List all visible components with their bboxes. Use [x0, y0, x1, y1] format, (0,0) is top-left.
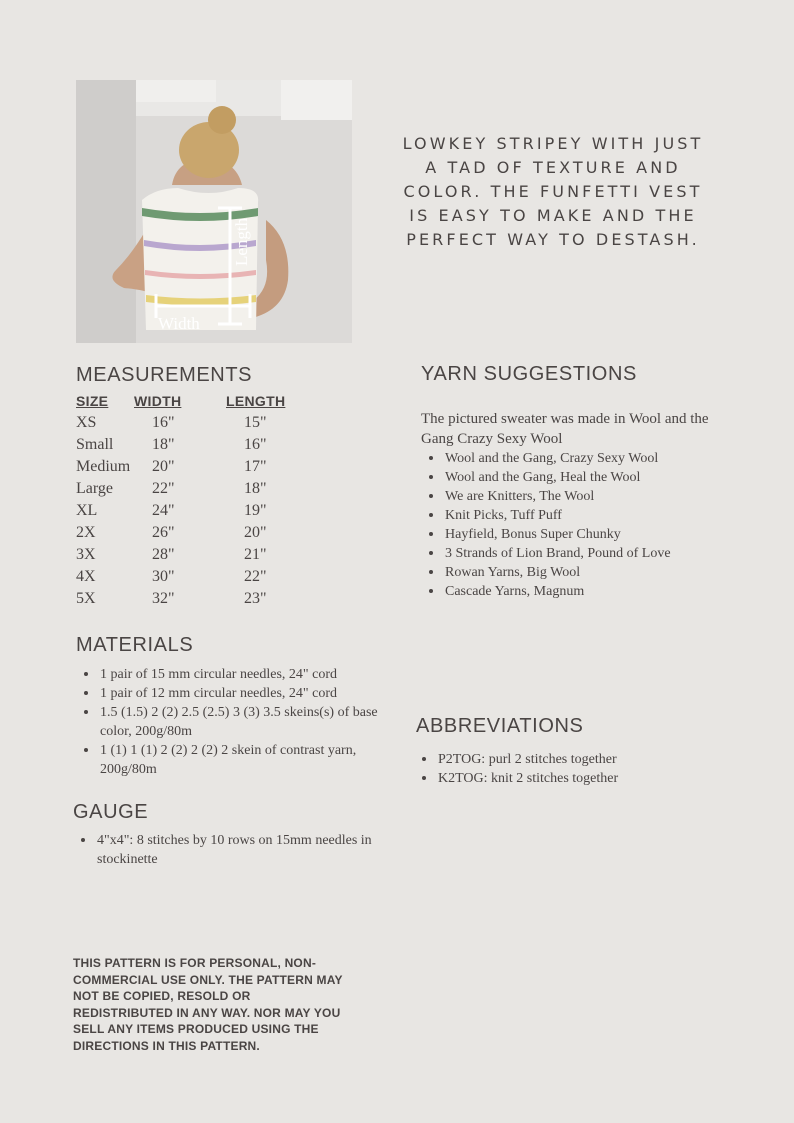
table-row — [76, 478, 285, 500]
length-cell: 15" — [244, 414, 267, 431]
width-dimension-label: Width — [158, 314, 200, 333]
width-cell: 22" — [152, 480, 175, 497]
measurements-heading: MEASUREMENTS — [76, 364, 253, 386]
abbreviations-list — [414, 750, 744, 788]
length-dimension-label: Length — [232, 217, 251, 266]
width-cell: 32" — [152, 590, 175, 607]
tagline: LOWKEY STRIPEY WITH JUST A TAD OF TEXTURE AND COLOR. THE FUNFETTI VEST IS EASY TO MAKE AND THE PERFECT WAY TO DESTASH. — [402, 134, 704, 249]
materials-heading: MATERIALS — [76, 634, 194, 656]
column-header-size: SIZE — [76, 393, 109, 409]
abbreviations-heading: ABBREVIATIONS — [416, 715, 584, 737]
list-item: Wool and the Gang, Heal the Wool — [421, 468, 751, 487]
table-row — [76, 412, 285, 434]
materials-list — [76, 665, 396, 779]
gauge-heading: GAUGE — [73, 801, 149, 823]
length-cell: 19" — [244, 502, 267, 519]
width-cell: 24" — [152, 502, 175, 519]
size-cell: 2X — [76, 524, 96, 541]
size-cell: Medium — [76, 458, 131, 475]
measurements-rows — [76, 412, 285, 610]
length-cell: 17" — [244, 458, 267, 475]
list-item: 3 Strands of Lion Brand, Pound of Love — [421, 544, 751, 563]
length-cell: 18" — [244, 480, 267, 497]
table-row — [76, 522, 285, 544]
yarn-suggestions-heading: YARN SUGGESTIONS — [421, 363, 637, 385]
list-item: K2TOG: knit 2 stitches together — [414, 769, 744, 788]
size-cell: Small — [76, 436, 114, 453]
size-cell: XS — [76, 414, 97, 431]
vest-illustration — [76, 80, 352, 343]
list-item: 1 pair of 12 mm circular needles, 24" cord — [76, 684, 396, 703]
length-cell: 21" — [244, 546, 267, 563]
length-cell: 23" — [244, 590, 267, 607]
yarn-list — [421, 449, 751, 601]
yarn-intro-text: The pictured sweater was made in Wool and the Gang Crazy Sexy Wool — [421, 411, 709, 447]
list-item: P2TOG: purl 2 stitches together — [414, 750, 744, 769]
list-item: Cascade Yarns, Magnum — [421, 582, 751, 601]
table-header-row — [76, 390, 285, 412]
table-row — [76, 456, 285, 478]
width-cell: 30" — [152, 568, 175, 585]
column-header-length: LENGTH — [226, 393, 286, 409]
size-cell: 5X — [76, 590, 96, 607]
size-cell: Large — [76, 480, 114, 497]
list-item: Rowan Yarns, Big Wool — [421, 563, 751, 582]
list-item: 1 (1) 1 (1) 2 (2) 2 (2) 2 skein of contrast yarn, 200g/80m — [76, 741, 396, 779]
column-header-width: WIDTH — [134, 393, 182, 409]
table-row — [76, 566, 285, 588]
list-item: 1.5 (1.5) 2 (2) 2.5 (2.5) 3 (3) 3.5 skeins(s) of base color, 200g/80m — [76, 703, 396, 741]
size-cell: XL — [76, 502, 98, 519]
width-cell: 26" — [152, 524, 175, 541]
list-item: Wool and the Gang, Crazy Sexy Wool — [421, 449, 751, 468]
list-item: Knit Picks, Tuff Puff — [421, 506, 751, 525]
list-item: Hayfield, Bonus Super Chunky — [421, 525, 751, 544]
table-row — [76, 588, 285, 610]
size-cell: 3X — [76, 546, 96, 563]
width-cell: 28" — [152, 546, 175, 563]
list-item: We are Knitters, The Wool — [421, 487, 751, 506]
length-cell: 20" — [244, 524, 267, 541]
width-cell: 18" — [152, 436, 175, 453]
length-cell: 16" — [244, 436, 267, 453]
measurements-table — [76, 390, 285, 610]
width-cell: 16" — [152, 414, 175, 431]
gauge-list — [73, 831, 383, 869]
table-row — [76, 434, 285, 456]
length-cell: 22" — [244, 568, 267, 585]
list-item: 4"x4": 8 stitches by 10 rows on 15mm needles in stockinette — [73, 831, 383, 869]
table-row — [76, 500, 285, 522]
size-cell: 4X — [76, 568, 96, 585]
width-cell: 20" — [152, 458, 175, 475]
table-row — [76, 544, 285, 566]
usage-disclaimer: THIS PATTERN IS FOR PERSONAL, NON-COMMERCIAL USE ONLY. THE PATTERN MAY NOT BE COPIED, RESOLD OR REDISTRIBUTED IN ANY WAY. NOR MAY YOU SELL ANY ITEMS PRODUCED USING THE DIRECTIONS IN THIS PATTERN. — [73, 956, 343, 1053]
list-item: 1 pair of 15 mm circular needles, 24" cord — [76, 665, 396, 684]
vest-photo — [76, 80, 352, 343]
